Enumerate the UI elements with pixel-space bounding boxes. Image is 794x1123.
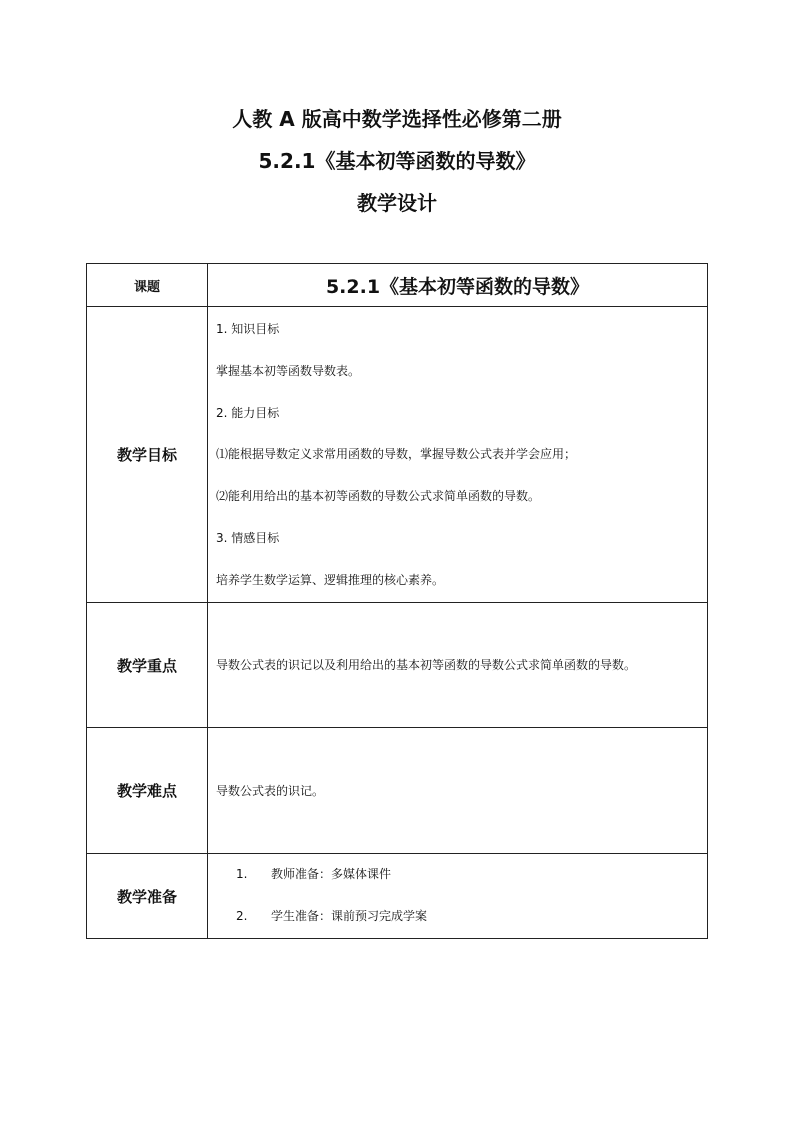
preparation-row (87, 854, 708, 939)
preparation-cell (208, 854, 708, 939)
preparation-item-number: 1. (236, 867, 248, 881)
objective-heading-emotion: 3. 情感目标 (216, 531, 280, 545)
lesson-plan-table (86, 263, 708, 939)
difficulties-text: 导数公式表的识记。 (216, 784, 325, 798)
topic-value: 5.2.1《基本初等函数的导数》 (208, 264, 708, 307)
objectives-cell (208, 307, 708, 603)
key-points-label: 教学重点 (87, 603, 208, 728)
objective-item: ⑴能根据导数定义求常用函数的导数，掌握导数公式表并学会应用； (216, 447, 577, 461)
key-points-text: 导数公式表的识记以及利用给出的基本初等函数的导数公式求简单函数的导数。 (216, 658, 637, 672)
difficulties-label: 教学难点 (87, 728, 208, 854)
objectives-row (87, 307, 708, 603)
objectives-label: 教学目标 (87, 307, 208, 603)
key-points-cell (208, 603, 708, 728)
preparation-label: 教学准备 (87, 854, 208, 939)
difficulties-cell (208, 728, 708, 854)
objective-heading-knowledge: 1. 知识目标 (216, 322, 280, 336)
objective-item: ⑵能利用给出的基本初等函数的导数公式求简单函数的导数。 (216, 489, 541, 503)
preparation-item-text: 学生准备：课前预习完成学案 (271, 909, 428, 923)
objective-item: 培养学生数学运算、逻辑推理的核心素养。 (216, 573, 445, 587)
objective-heading-ability: 2. 能力目标 (216, 406, 280, 420)
topic-label: 课题 (87, 264, 208, 307)
document-type-title: 教学设计 (357, 191, 437, 215)
topic-row (87, 264, 708, 307)
preparation-item-text: 教师准备：多媒体课件 (271, 867, 392, 881)
key-points-row (87, 603, 708, 728)
preparation-item-number: 2. (236, 909, 248, 923)
lesson-title: 5.2.1《基本初等函数的导数》 (258, 149, 536, 173)
objective-item: 掌握基本初等函数导数表。 (216, 364, 361, 378)
difficulties-row (87, 728, 708, 854)
textbook-title: 人教 A 版高中数学选择性必修第二册 (232, 107, 562, 131)
